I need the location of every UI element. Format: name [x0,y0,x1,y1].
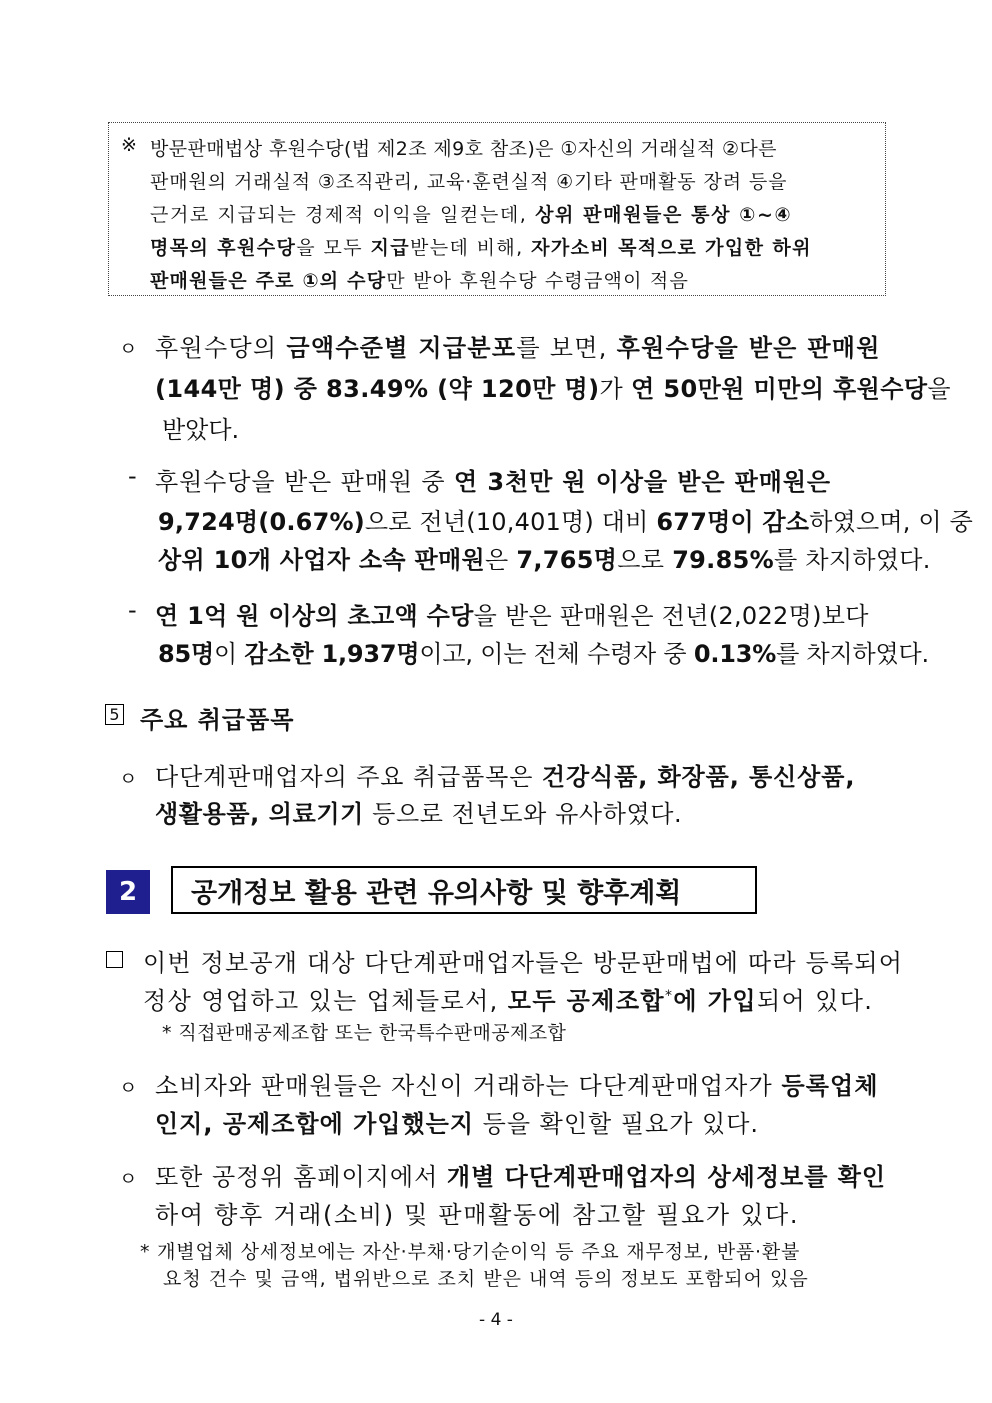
text-segment: 를 차지하였다. [776,640,929,668]
bold-text: 지급 [370,237,410,259]
text-segment: 하여 향후 거래(소비) 및 판매활동에 참고할 필요가 있다. [155,1201,800,1229]
para4-line [155,1066,879,1101]
text-segment: 등으로 전년도와 유사하였다. [363,800,683,828]
text-segment: 은 [484,546,517,574]
dash1-line [155,462,831,497]
note-line [150,266,689,293]
para5-line [155,1157,886,1192]
bold-text: 건강식품, 화장품, 통신상품, [541,763,856,791]
note-line [150,134,777,161]
bold-text: 연 1억 원 이상의 초고액 수당 [155,602,474,630]
dash2-line [158,634,929,669]
text-segment: 을 모두 [296,237,371,259]
bold-text: 등록업체 [781,1072,879,1100]
text-segment: 이 [213,640,245,668]
bold-text: 인지, 공제조합에 가입했는지 [155,1110,475,1138]
text-segment: * [665,988,674,1004]
bold-text: 생활용품, 의료기기 [155,800,364,828]
bold-text: 7,765명 [516,546,618,574]
bold-text: 개별 다단계판매업자의 상세정보를 확인 [446,1163,887,1191]
bold-text: 연 50만원 미만의 후원수당 [631,375,928,403]
bold-text: 후원수당을 받은 판매원 [616,334,881,362]
text-segment: 이고, 이는 전체 수령자 중 [419,640,694,668]
para2-line [155,757,855,792]
bold-text: 모두 공제조합 [507,987,666,1015]
text-segment: 소비자와 판매원들은 자신이 거래하는 다단계판매업자가 [155,1072,782,1100]
text-segment: 만 받아 후원수당 수령금액이 적음 [386,270,689,292]
text-segment: 판매원의 거래실적 ③조직관리, 교육·훈련실적 ④기타 판매활동 장려 등을 [150,171,788,193]
para1-line [162,410,239,445]
bold-text: 연 3천만 원 이상을 받은 판매원은 [454,468,832,496]
para5-footnote: 요청 건수 및 금액, 법위반으로 조치 받은 내역 등의 정보도 포함되어 있음 [163,1268,809,1290]
para1-line [155,328,881,363]
text-segment: 또한 공정위 홈페이지에서 [155,1163,447,1191]
dash1-line [158,502,973,537]
bold-text: 79.85% [672,546,774,574]
text-segment: 를 보면, [516,334,617,362]
text-segment: 하였으며, 이 중 [809,508,973,536]
bold-text: 에 가입 [673,987,757,1015]
para5-line [155,1195,799,1230]
text-segment: 이번 정보공개 대상 다단계판매업자들은 방문판매법에 따라 등록되어 [143,949,904,977]
para1-line [155,369,951,404]
bold-text: 85명 [158,640,214,668]
note-mark: ※ [121,134,137,156]
text-segment: 가 [599,375,632,403]
bold-text: 상위 판매원들은 통상 ①~④ [535,204,793,226]
bullet-circle: ㅇ [119,768,138,790]
para5-footnote: * 개별업체 상세정보에는 자산·부채·당기순이익 등 주요 재무정보, 반품·환불 [140,1241,801,1263]
bold-text: 9,724명(0.67%) [158,508,365,536]
page-number: - 4 - [479,1310,513,1330]
bold-text: 0.13% [693,640,777,668]
text-segment: 방문판매법상 후원수당(법 제2조 제9호 참조)은 ①자신의 거래실적 ②다른 [150,138,777,160]
bullet-circle: ㅇ [119,1077,138,1099]
para3-line [143,981,873,1016]
bold-text: 판매원들은 주로 ①의 수당 [150,270,387,292]
para2-line [155,794,682,829]
text-segment: 받는데 비해, [409,237,532,259]
note-line [150,167,787,194]
text-segment: 을 받은 판매원은 전년(2,022명)보다 [473,602,869,630]
text-segment: 받았다. [162,416,240,444]
square-bullet [106,951,123,968]
bold-text: (144만 명) 중 83.49% (약 120만 명) [155,375,600,403]
text-segment: 후원수당을 받은 판매원 중 [155,468,455,496]
section-number-5: 5 [105,704,124,725]
bold-text: 자가소비 목적으로 가입한 하위 [531,237,812,259]
bullet-circle: ㅇ [119,1168,138,1190]
section-5-title: 주요 취급품목 [140,706,295,734]
text-segment: 으로 [617,546,673,574]
bold-text: 677명이 감소 [656,508,810,536]
note-line [150,233,812,260]
dash-bullet: - [128,596,137,624]
bold-text: 상위 10개 사업자 소속 판매원 [158,546,485,574]
note-line [150,200,792,227]
para3-footnote: * 직접판매공제조합 또는 한국특수판매공제조합 [162,1022,567,1044]
text-segment: 다단계판매업자의 주요 취급품목은 [155,763,542,791]
dash2-line [155,596,869,631]
text-segment: 되어 있다. [756,987,874,1015]
text-segment: 정상 영업하고 있는 업체들로서, [143,987,508,1015]
text-segment: 으로 전년(10,401명) 대비 [364,508,657,536]
bold-text: 금액수준별 지급분포 [286,334,517,362]
bold-text: 감소한 1,937명 [244,640,420,668]
bold-text: 명목의 후원수당 [150,237,297,259]
dash1-line [158,540,931,575]
dash-bullet: - [128,462,137,490]
bullet-circle: ㅇ [119,338,138,360]
text-segment: 등을 확인할 필요가 있다. [474,1110,760,1138]
para3-line [143,943,903,978]
text-segment: 을 [927,375,951,403]
text-segment: 를 차지하였다. [773,546,931,574]
section-number-badge: 2 [106,870,150,914]
para4-line [155,1104,759,1139]
section-title: 공개정보 활용 관련 유의사항 및 향후계획 [171,866,757,914]
text-segment: 후원수당의 [155,334,287,362]
text-segment: 근거로 지급되는 경제적 이익을 일컫는데, [150,204,536,226]
